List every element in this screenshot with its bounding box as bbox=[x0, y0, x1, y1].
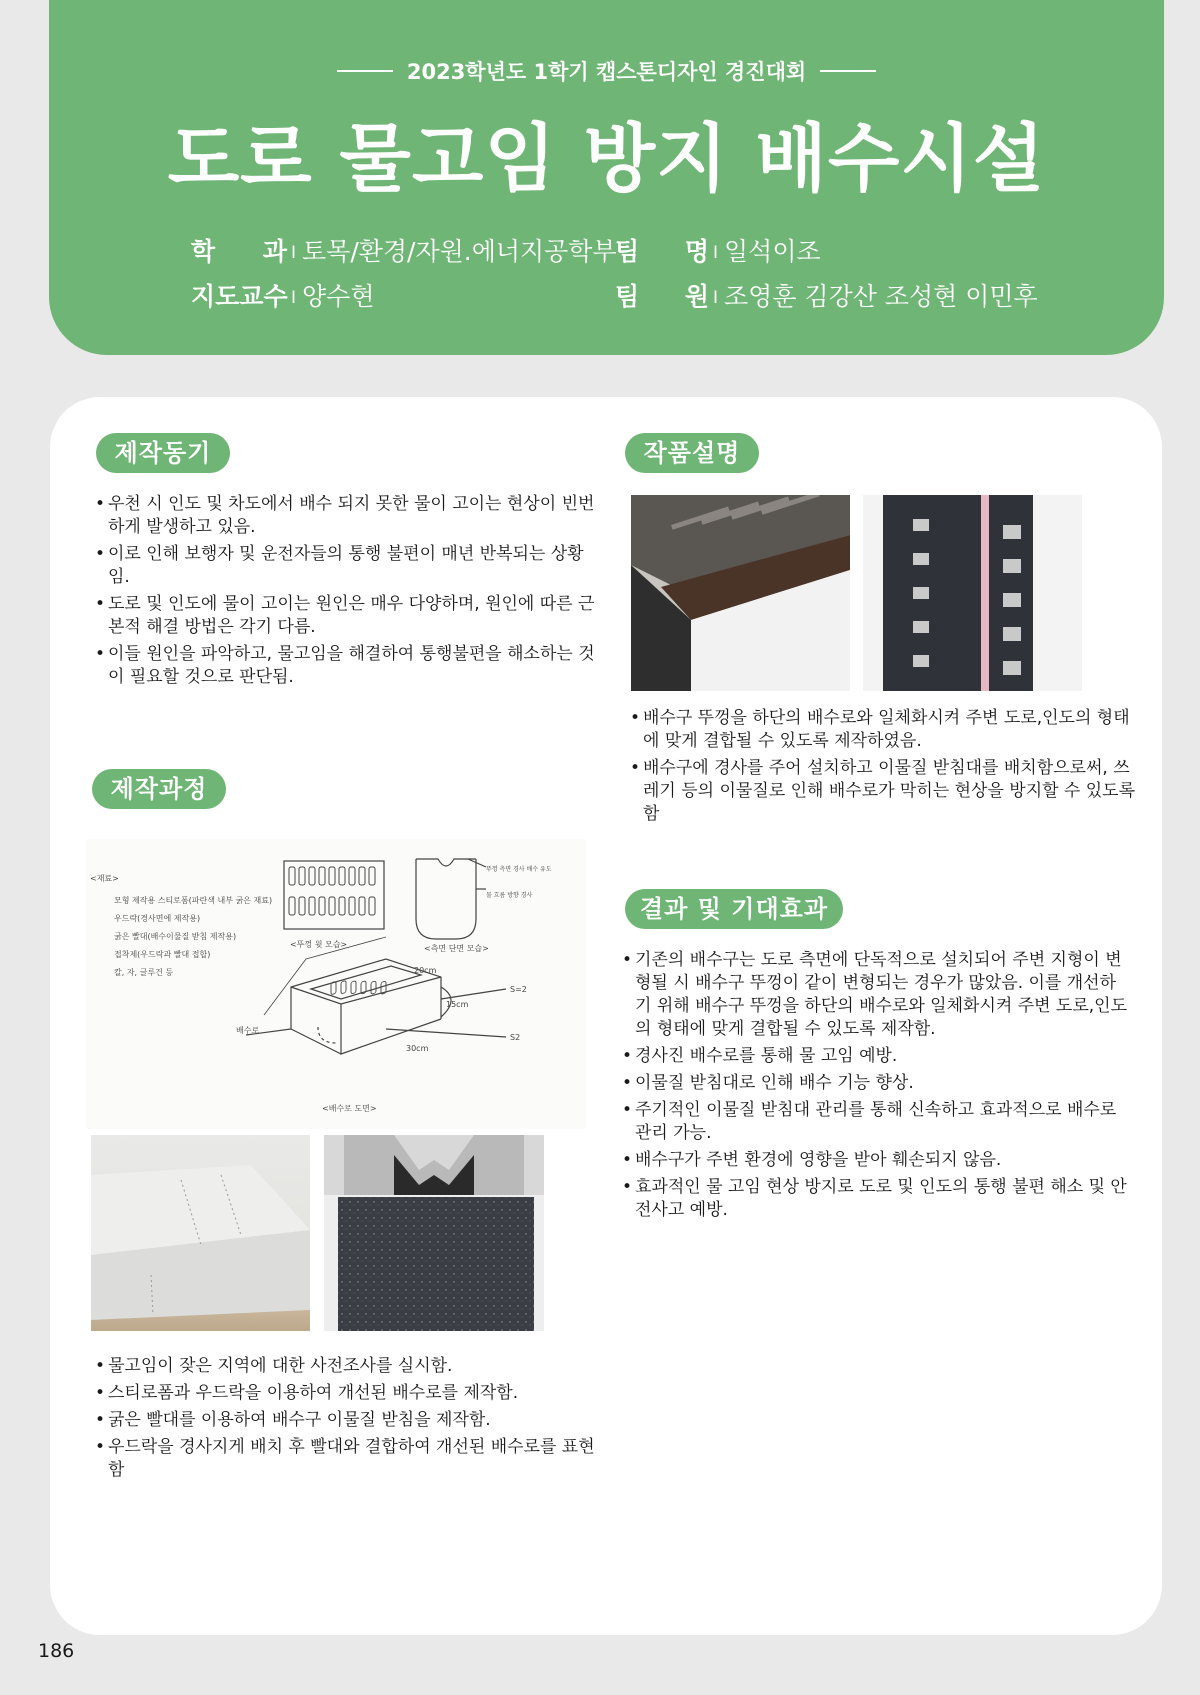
drain-cover-graphic bbox=[631, 495, 850, 691]
list-item: • 이로 인해 보행자 및 운전자들의 통행 불편이 매년 반복되는 상황임. bbox=[95, 543, 595, 589]
sketch-material-item: 우드락(경사면에 제작용) bbox=[114, 914, 201, 923]
design-sketch bbox=[86, 839, 586, 1129]
professor-row bbox=[191, 277, 374, 313]
separator: I bbox=[713, 243, 719, 263]
list-item: • 효과적인 물 고임 현상 방지로 도로 및 인도의 통행 불편 해소 및 안전사고 예방. bbox=[622, 1176, 1132, 1222]
separator: I bbox=[291, 288, 297, 308]
sketch-drawing bbox=[86, 839, 586, 1129]
motivation-heading: 제작동기 bbox=[96, 433, 230, 473]
sketch-slope-label: S2 bbox=[510, 1033, 521, 1042]
list-item: • 주기적인 이물질 받침대 관리를 통해 신속하고 효과적으로 배수로 관리 가능. bbox=[622, 1099, 1132, 1145]
description-heading: 작품설명 bbox=[625, 433, 759, 473]
sketch-material-item: 접착제(우드락과 빨대 접합) bbox=[114, 950, 211, 959]
team-name-value: 일석이조 bbox=[724, 237, 821, 266]
results-list bbox=[622, 949, 1132, 1226]
drain-top-photo bbox=[863, 495, 1082, 691]
team-name-label: 팀 명 bbox=[615, 237, 709, 266]
list-item: • 스티로폼과 우드락을 이용하여 개선된 배수로를 제작함. bbox=[95, 1382, 595, 1405]
event-subtitle: 2023학년도 1학기 캡스톤디자인 경진대회 bbox=[406, 60, 807, 84]
motivation-list bbox=[95, 493, 595, 693]
professor-value: 양수현 bbox=[302, 282, 375, 311]
styrofoam-block-graphic bbox=[91, 1135, 310, 1331]
subtitle-row bbox=[49, 56, 1164, 86]
sketch-top-view-label: <뚜껑 윗 모습> bbox=[290, 940, 348, 949]
drain-cover-photo bbox=[631, 495, 850, 691]
subtitle-rule-right bbox=[820, 70, 876, 72]
sketch-slope-label: S=2 bbox=[510, 985, 527, 994]
list-item: • 배수구에 경사를 주어 설치하고 이물질 받침대를 배치함으로써, 쓰레기 등의 이물질로 인해 배수로가 막히는 현상을 방지할 수 있도록 함 bbox=[630, 757, 1140, 826]
list-item: • 이물질 받침대로 인해 배수 기능 향상. bbox=[622, 1072, 1132, 1095]
professor-label: 지도교수 bbox=[191, 282, 288, 311]
poster-title: 도로 물고임 방지 배수시설 bbox=[167, 116, 1046, 202]
team-members-value: 조영훈 김강산 조성현 이민후 bbox=[724, 282, 1038, 311]
list-item: • 배수구 뚜껑을 하단의 배수로와 일체화시켜 주변 도로,인도의 형태에 맞게 결합될 수 있도록 제작하였음. bbox=[630, 707, 1140, 753]
list-item: • 우천 시 인도 및 차도에서 배수 되지 못한 물이 고이는 현상이 빈번하게 발생하고 있음. bbox=[95, 493, 595, 539]
list-item: • 굵은 빨대를 이용하여 배수구 이물질 받침을 제작함. bbox=[95, 1409, 595, 1432]
sketch-material-item: 칼, 자, 글루건 등 bbox=[114, 968, 174, 977]
description-list bbox=[630, 707, 1140, 830]
drain-top-graphic bbox=[863, 495, 1082, 691]
drainage-model-graphic bbox=[324, 1135, 544, 1331]
list-item: • 배수구가 주변 환경에 영향을 받아 훼손되지 않음. bbox=[622, 1149, 1132, 1172]
separator: I bbox=[713, 288, 719, 308]
sketch-dim-label: 30cm bbox=[406, 1044, 429, 1053]
list-item: • 우드락을 경사지게 배치 후 빨대와 결합하여 개선된 배수로를 표현함 bbox=[95, 1436, 595, 1482]
sketch-caption: <배수로 도면> bbox=[322, 1104, 377, 1113]
sketch-material-item: 굵은 빨대(배수이물질 받침 제작용) bbox=[114, 932, 237, 941]
sketch-dim-label: 15cm bbox=[446, 1000, 469, 1009]
department-row bbox=[191, 232, 617, 268]
list-item: • 기존의 배수구는 도로 측면에 단독적으로 설치되어 주변 지형이 변형될 시 배수구 뚜껑이 같이 변형되는 경우가 많았음. 이를 개선하기 위해 배수구 뚜껑을 하단의 배수로와 일체화시켜 주변 도로,인도의 형태에 맞게 결합될 수 있도록 제작함. bbox=[622, 949, 1132, 1041]
sketch-side-note: 뚜껑 측면 경사 배수 유도 bbox=[486, 866, 552, 873]
team-members-label: 팀 원 bbox=[615, 282, 709, 311]
sketch-dim-label: 20cm bbox=[414, 966, 437, 975]
drainage-model-photo bbox=[324, 1135, 544, 1331]
sketch-side-view-label: <측면 단면 모습> bbox=[424, 944, 489, 953]
header-banner bbox=[49, 0, 1164, 355]
list-item: • 도로 및 인도에 물이 고이는 원인은 매우 다양하며, 원인에 따른 근본적 해결 방법은 각기 다름. bbox=[95, 593, 595, 639]
process-heading: 제작과정 bbox=[92, 769, 226, 809]
sketch-grade-note: 물 흐름 방향 경사 bbox=[486, 892, 533, 899]
subtitle-rule-left bbox=[337, 70, 393, 72]
list-item: • 물고임이 잦은 지역에 대한 사전조사를 실시함. bbox=[95, 1355, 595, 1378]
results-heading: 결과 및 기대효과 bbox=[625, 889, 843, 929]
list-item: • 이들 원인을 파악하고, 물고임을 해결하여 통행불편을 해소하는 것이 필요할 것으로 판단됨. bbox=[95, 643, 595, 689]
department-value: 토목/환경/자원.에너지공학부 bbox=[302, 237, 617, 266]
team-name-row bbox=[615, 232, 821, 268]
list-item: • 경사진 배수로를 통해 물 고임 예방. bbox=[622, 1045, 1132, 1068]
sketch-waterway-label: 배수로 bbox=[236, 1026, 260, 1035]
content-card bbox=[50, 397, 1162, 1635]
team-members-row bbox=[615, 277, 1038, 313]
department-label: 학 과 bbox=[191, 237, 287, 266]
separator: I bbox=[291, 243, 297, 263]
styrofoam-photo bbox=[91, 1135, 310, 1331]
page-number: 186 bbox=[38, 1640, 75, 1662]
sketch-materials-title: <재료> bbox=[90, 874, 119, 883]
process-list bbox=[95, 1355, 595, 1486]
sketch-material-item: 모형 제작용 스티로폼(파란색 내부 굵은 재료) bbox=[114, 896, 273, 905]
